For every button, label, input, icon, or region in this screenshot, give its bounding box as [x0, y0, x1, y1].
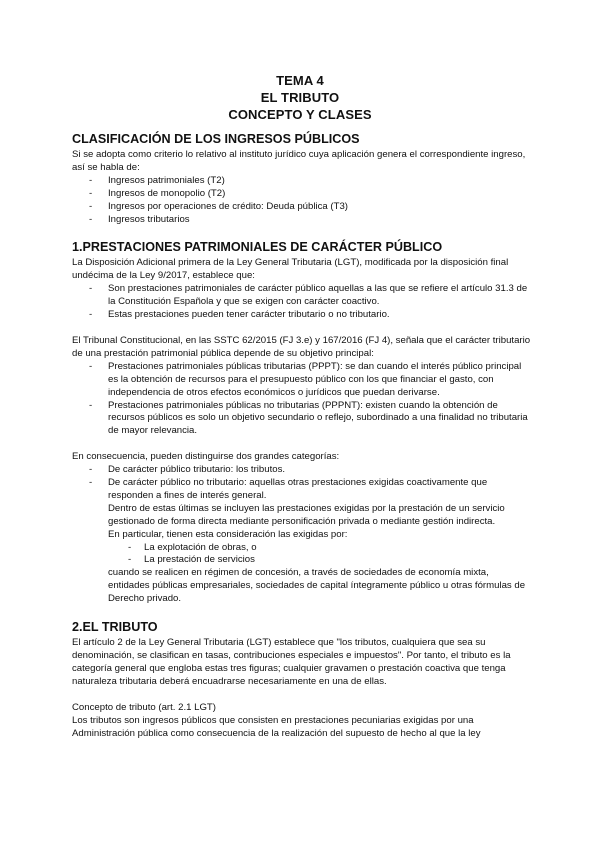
list-item-text: En particular, tienen esta consideración las exigidas por: [108, 528, 348, 540]
income-list [72, 175, 532, 227]
title-line-1: TEMA 4 [276, 73, 324, 88]
paragraph: El artículo 2 de la Ley General Tributaria (LGT) establece que "los tributos, cualquiera que sea su denominación, se clasifican en tasas, contribuciones especiales e impuestos". Por tanto, el tributo es la categoría general que engloba estas tres figuras; cualquier gravamen o prestación coactiva que tenga naturaleza tributaria deberá encuadrarse necesariamente en una de ellas. [72, 637, 511, 687]
section-heading-tributo: 2.EL TRIBUTO [72, 620, 158, 635]
document-title [0, 72, 600, 123]
list-item: - De carácter público tributario: los tributos. [72, 464, 532, 477]
sub-list-item: - La prestación de servicios [72, 554, 532, 567]
lgt-list [72, 283, 532, 322]
categories-list [72, 464, 532, 541]
section-heading-prestaciones: 1.PRESTACIONES PATRIMONIALES DE CARÁCTER PÚBLICO [72, 240, 443, 255]
list-item: - Ingresos de monopolio (T2) [72, 188, 532, 201]
paragraph: El Tribunal Constitucional, en las SSTC 62/2015 (FJ 3.e) y 167/2016 (FJ 4), señala que el carácter tributario de una prestación patrimonial pública depende de su objetivo principal: [72, 334, 531, 359]
section-heading-clasificacion: CLASIFICACIÓN DE LOS INGRESOS PÚBLICOS [72, 132, 360, 146]
tc-list [72, 361, 532, 438]
list-item: - Son prestaciones patrimoniales de carácter público aquellas a las que se refiere el artículo 31.3 de la Constitución Española y que se exigen con carácter coactivo. [72, 283, 532, 309]
paragraph: En consecuencia, pueden distinguirse dos grandes categorías: [72, 451, 340, 463]
list-item-text: Dentro de estas últimas se incluyen las prestaciones exigidas por la prestación de un servicio gestionado de forma directa mediante personificación privada o mediante gestión indirecta. [108, 502, 505, 527]
document-body [72, 131, 532, 740]
list-item: - Prestaciones patrimoniales públicas tributarias (PPPT): se dan cuando el interés público principal es la obtención de recursos para el presupuesto público con los que financiar el gasto, con independencia de otros efectos económicos o jurídicos que puedan derivarse. [72, 361, 532, 400]
list-item [72, 477, 532, 542]
list-item: - Prestaciones patrimoniales públicas no tributarias (PPPNT): existen cuando la obtención de recursos públicos es solo un objetivo secundario o reflejo, subordinado a una finalidad no tributaria de mayor relevancia. [72, 400, 532, 439]
sub-list-item: - La explotación de obras, o [72, 542, 532, 555]
list-item: - Ingresos por operaciones de crédito: Deuda pública (T3) [72, 201, 532, 214]
paragraph: cuando se realicen en régimen de concesión, a través de sociedades de economía mixta, entidades públicas empresariales, sociedades de capital íntegramente público u otras fórmulas de Derecho privado. [108, 567, 526, 605]
list-item: - Ingresos patrimoniales (T2) [72, 175, 532, 188]
list-item: - Ingresos tributarios [72, 214, 532, 227]
title-line-3: CONCEPTO Y CLASES [228, 107, 372, 122]
sub-list [72, 542, 532, 568]
list-item: - Estas prestaciones pueden tener carácter tributario o no tributario. [72, 309, 532, 322]
paragraph: Si se adopta como criterio lo relativo al instituto jurídico cuya aplicación genera el correspondiente ingreso, así se habla de: [72, 149, 526, 173]
title-line-2: EL TRIBUTO [260, 90, 340, 105]
paragraph: Los tributos son ingresos públicos que consisten en prestaciones pecuniarias exigidas por una Administración pública como consecuencia de la realización del supuesto de hecho al que la ley [72, 714, 481, 739]
paragraph: La Disposición Adicional primera de la Ley General Tributaria (LGT), modificada por la disposición final undécima de la Ley 9/2017, establece que: [72, 257, 509, 282]
list-item-text: - De carácter público no tributario: aquellas otras prestaciones exigidas coactivamente que responden a fines de interés general. [108, 477, 488, 501]
subheading-concepto: Concepto de tributo (art. 2.1 LGT) [72, 701, 216, 713]
